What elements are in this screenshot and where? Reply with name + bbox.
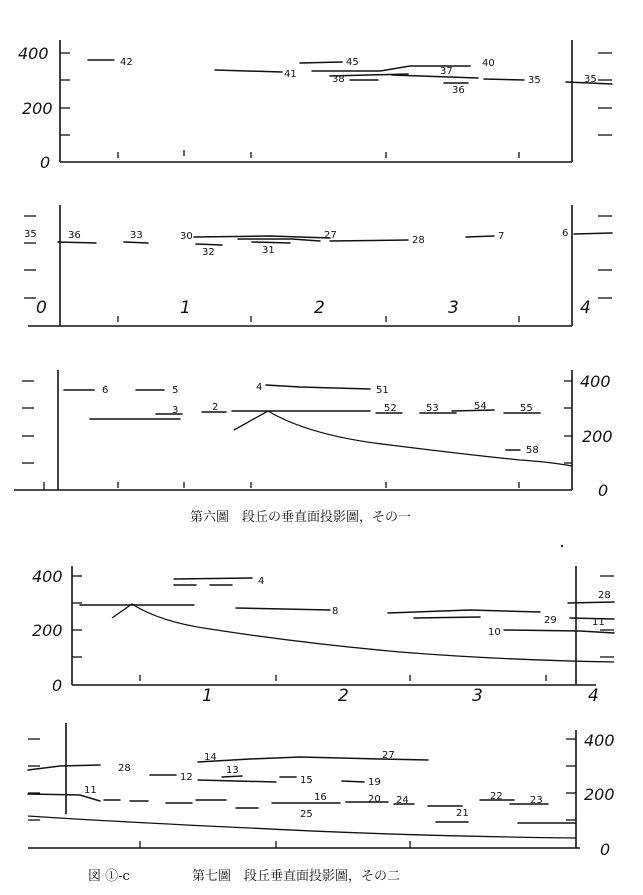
- terrace-label: 4: [258, 576, 265, 587]
- terrace-label: 27: [382, 750, 395, 761]
- fig6-panel-b: [24, 205, 612, 326]
- figure-reference-prefix: 図 ①-c: [88, 869, 130, 884]
- y-tick-label: 0: [600, 840, 611, 859]
- terrace-label: 36: [452, 85, 465, 96]
- fig7-panel-a: [32, 566, 614, 706]
- terrace-label: 54: [474, 401, 487, 412]
- x-tick-label: 2: [338, 686, 349, 706]
- terrace-label: 11: [592, 617, 605, 628]
- x-tick-label: 2: [314, 298, 325, 318]
- fig7-panel-b: [28, 723, 615, 859]
- terrace-label: 6: [562, 228, 569, 239]
- x-tick-label: 3: [472, 686, 483, 706]
- terrace-label: 23: [530, 795, 543, 806]
- terrace-label: 16: [314, 792, 327, 803]
- terrace-label: 29: [544, 615, 557, 626]
- terrace-label: 11: [84, 785, 97, 796]
- fig6-panel-a: [18, 40, 612, 172]
- terrace-label: 38: [332, 74, 345, 85]
- terrace-label: 27: [324, 230, 337, 241]
- terrace-label: 21: [456, 808, 469, 819]
- y-tick-label: 400: [580, 372, 611, 391]
- x-tick-label: 4: [588, 686, 599, 706]
- terrace-label: 20: [368, 794, 381, 805]
- terrace-label: 32: [202, 247, 215, 258]
- x-tick-label: 1: [202, 686, 213, 706]
- terrace-label: 28: [118, 763, 131, 774]
- terrace-label: 30: [180, 231, 193, 242]
- terrace-label: 28: [412, 235, 425, 246]
- terrace-label: 33: [130, 230, 143, 241]
- terrace-label: 10: [488, 627, 501, 638]
- y-tick-label: 200: [32, 621, 63, 640]
- y-tick-label: 400: [32, 567, 63, 586]
- y-tick-label: 400: [584, 731, 615, 750]
- x-tick-label: 3: [448, 298, 459, 318]
- terrace-label: 35: [528, 75, 541, 86]
- terrace-label: 6: [102, 385, 109, 396]
- y-tick-label: 0: [40, 153, 51, 172]
- terrace-label: 40: [482, 58, 495, 69]
- terrace-label: 35: [24, 229, 37, 240]
- figure-7-caption: 第七圖 段丘垂直面投影圖，その二: [192, 869, 401, 884]
- y-tick-label: 200: [22, 99, 53, 118]
- fig6-panel-c: [14, 370, 613, 500]
- terrace-label: 51: [376, 385, 389, 396]
- terrace-label: 24: [396, 795, 409, 806]
- terrace-label: 15: [300, 775, 313, 786]
- terrace-label: 28: [598, 590, 611, 601]
- terrace-label: 22: [490, 791, 503, 802]
- terrace-label: 52: [384, 403, 397, 414]
- terrace-label: 3: [172, 405, 179, 416]
- x-tick-label: 0: [36, 298, 47, 318]
- terrace-label: 25: [300, 809, 313, 820]
- x-tick-label: 4: [580, 298, 591, 318]
- y-tick-label: 0: [52, 676, 63, 695]
- terrace-label: 36: [68, 230, 81, 241]
- terrace-label: 35: [584, 74, 597, 85]
- terrace-label: 7: [498, 231, 505, 242]
- terrace-label: 45: [346, 57, 359, 68]
- y-tick-label: 200: [584, 785, 615, 804]
- y-tick-label: 0: [598, 481, 609, 500]
- terrace-label: 2: [212, 402, 219, 413]
- terrace-label: 53: [426, 403, 439, 414]
- terrace-label: 13: [226, 765, 239, 776]
- terrace-label: 19: [368, 777, 381, 788]
- terrace-label: 37: [440, 66, 453, 77]
- terrace-label: 8: [332, 606, 339, 617]
- terrace-label: 4: [256, 382, 263, 393]
- y-tick-label: 200: [582, 427, 613, 446]
- terrace-label: 41: [284, 69, 297, 80]
- y-tick-label: 400: [18, 44, 49, 63]
- x-tick-label: 1: [180, 298, 191, 318]
- terrace-label: 12: [180, 772, 193, 783]
- terrace-label: 14: [204, 752, 217, 763]
- figure-6-caption: 第六圖 段丘の垂直面投影圖，その一: [190, 510, 412, 525]
- terrace-label: 58: [526, 445, 539, 456]
- terrace-label: 5: [172, 385, 179, 396]
- terrace-label: 42: [120, 57, 133, 68]
- terrace-label: 55: [520, 403, 533, 414]
- terrace-label: 31: [262, 245, 275, 256]
